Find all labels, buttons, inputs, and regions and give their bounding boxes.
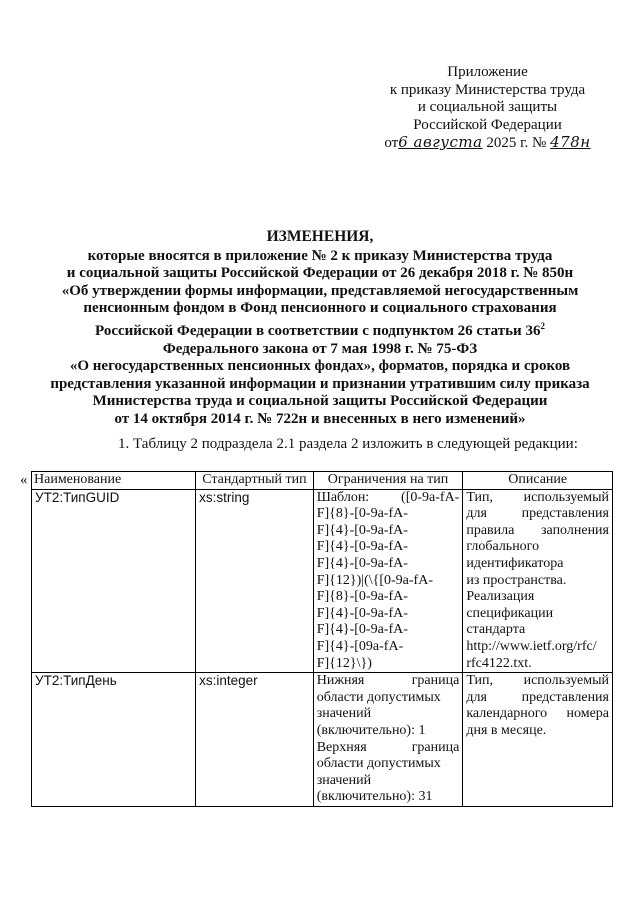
description-line: идентификатора	[466, 555, 564, 571]
description-line: http://www.ietf.org/rfc/	[466, 638, 597, 654]
description-line: стандарта	[466, 622, 526, 638]
restriction-line: F]{8}-[0-9a-fA-	[316, 589, 408, 605]
opening-quote: «	[20, 472, 28, 488]
handwritten-order-number: 478н	[550, 133, 591, 151]
description-line: дня в месяце.	[466, 722, 547, 738]
title-line: пенсионным фондом в Фонд пенсионного и социального страхования	[83, 300, 557, 317]
cell-description	[463, 489, 613, 673]
column-header-description: Описание	[463, 472, 613, 490]
restriction-line: области допустимых	[316, 689, 441, 705]
title-line: и социальной защиты Российской Федерации от 26 декабря 2018 г. № 850н	[66, 265, 574, 282]
restriction-line: F]{4}-[09a-fA-	[316, 638, 404, 654]
description-line: календарного номера	[466, 706, 609, 722]
title-line: от 14 октября 2014 г. № 722н и внесенных в него изменений»	[114, 410, 526, 427]
table-row	[32, 673, 613, 807]
table-header-row	[32, 472, 613, 490]
restriction-line: значений	[316, 706, 372, 722]
appendix-line: Приложение	[447, 64, 528, 80]
types-table	[31, 471, 613, 807]
restriction-line: F]{4}-[0-9a-fA-	[316, 522, 408, 538]
column-header-standard-type: Стандартный тип	[196, 472, 314, 490]
column-header-name: Наименование	[32, 472, 196, 490]
title-line: Министерства труда и социальной защиты Российской Федерации	[92, 393, 548, 410]
document-title	[40, 228, 600, 429]
order-date-line	[360, 134, 615, 153]
restriction-line: Шаблон: ([0-9a-fA-	[316, 489, 460, 505]
column-header-restrictions: Ограничения на тип	[313, 472, 463, 490]
restriction-line: F]{12}\})	[316, 655, 372, 671]
cell-name: УТ2:ТипGUID	[32, 489, 196, 673]
year-text: 2025 г. №	[486, 135, 547, 151]
appendix-header	[360, 64, 615, 153]
restriction-line: F]{4}-[0-9a-fA-	[316, 555, 408, 571]
description-line: правила заполнения	[466, 522, 609, 538]
restriction-line: Нижняя граница	[316, 673, 460, 689]
title-line: Федерального закона от 7 мая 1998 г. № 75-ФЗ	[162, 340, 478, 357]
cell-type: xs:integer	[196, 673, 314, 807]
cell-name: УТ2:ТипДень	[32, 673, 196, 807]
title-line: «О негосударственных пенсионных фондах», форматов, порядка и сроков	[69, 358, 571, 375]
appendix-line: к приказу Министерства труда	[389, 81, 586, 98]
description-line: из пространства.	[466, 572, 567, 588]
cell-type: xs:string	[196, 489, 314, 673]
appendix-line: Российской Федерации	[413, 116, 562, 133]
description-line: глобального	[466, 539, 540, 555]
item-paragraph: 1. Таблицу 2 подраздела 2.1 раздела 2 изложить в следующей редакции:	[118, 436, 578, 452]
description-line: Реализация	[466, 589, 535, 605]
title-heading: ИЗМЕНЕНИЯ,	[266, 228, 374, 245]
restriction-line: Верхняя граница	[316, 739, 460, 755]
title-line: которые вносятся в приложение № 2 к приказу Министерства труда	[87, 247, 553, 264]
description-line: спецификации	[466, 605, 554, 621]
cell-restrictions	[313, 673, 463, 807]
superscript: 2	[540, 320, 545, 331]
title-line: представления указанной информации и признании утратившим силу приказа	[50, 375, 590, 392]
description-line: rfc4122.txt.	[466, 655, 532, 671]
description-line: Тип, используемый	[466, 489, 609, 505]
title-line-with-superscript: Российской Федерации в соответствии с подпунктом 26 статьи $36^2$	[95, 320, 545, 339]
restriction-line: F]{4}-[0-9a-fA-	[316, 539, 408, 555]
restriction-line: (включительно): 31	[316, 789, 433, 805]
description-line: для представления	[466, 689, 609, 705]
restriction-line: F]{4}-[0-9a-fA-	[316, 622, 408, 638]
appendix-line: и социальной защиты	[417, 99, 558, 115]
handwritten-date: 6 августа	[398, 133, 483, 151]
title-line: «Об утверждении формы информации, представляемой негосударственным	[61, 282, 579, 299]
restriction-line: F]{12})|(\{[0-9a-fA-	[316, 572, 433, 588]
description-line: Тип, используемый	[466, 673, 609, 689]
restriction-line: F]{4}-[0-9a-fA-	[316, 605, 408, 621]
date-prefix: от	[384, 135, 399, 151]
restriction-line: области допустимых	[316, 756, 441, 772]
description-line: для представления	[466, 506, 609, 522]
table-row	[32, 489, 613, 673]
restriction-line: (включительно): 1	[316, 722, 426, 738]
cell-restrictions	[313, 489, 463, 673]
cell-description	[463, 673, 613, 807]
restriction-line: F]{8}-[0-9a-fA-	[316, 506, 408, 522]
restriction-line: значений	[316, 772, 372, 788]
